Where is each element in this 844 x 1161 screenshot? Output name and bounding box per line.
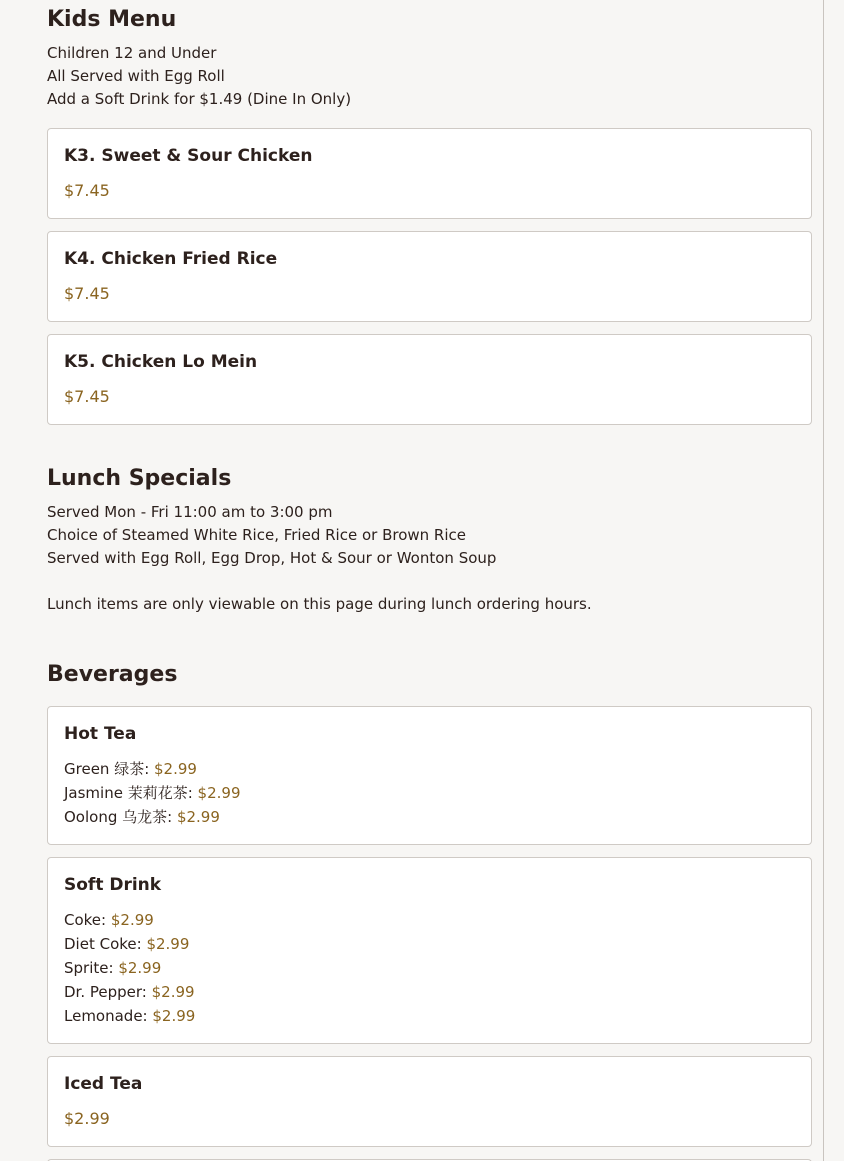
menu-item-card-soft-drink[interactable] <box>47 857 812 1044</box>
option-label: Coke: <box>64 911 111 929</box>
menu-item-name: Soft Drink <box>64 875 162 895</box>
menu-item-name: K3. Sweet & Sour Chicken <box>64 146 313 166</box>
option-price: $2.99 <box>151 983 195 1001</box>
option-label: Green 绿茶: <box>64 760 155 778</box>
kids-menu-line: Children 12 and Under <box>47 44 217 62</box>
option-label: Sprite: <box>64 959 119 977</box>
option-row[interactable] <box>64 805 795 829</box>
lunch-specials-line: Served with Egg Roll, Egg Drop, Hot & Sour or Wonton Soup <box>47 549 497 567</box>
lunch-specials-title: Lunch Specials <box>47 466 232 491</box>
option-row[interactable] <box>64 781 795 805</box>
menu-item-card-k5[interactable] <box>47 334 812 425</box>
menu-item-name: K4. Chicken Fried Rice <box>64 249 278 269</box>
option-list <box>64 908 795 1028</box>
option-price: $2.99 <box>146 935 190 953</box>
option-list <box>64 757 795 829</box>
option-label: Diet Coke: <box>64 935 147 953</box>
lunch-specials-line: Choice of Steamed White Rice, Fried Rice or Brown Rice <box>47 526 466 544</box>
menu-item-name: K5. Chicken Lo Mein <box>64 352 258 372</box>
option-price: $2.99 <box>154 760 197 778</box>
lunch-specials-line: Served Mon - Fri 11:00 am to 3:00 pm <box>47 503 333 521</box>
kids-menu-line: Add a Soft Drink for $1.49 (Dine In Only) <box>47 90 352 108</box>
option-label: Lemonade: <box>64 1007 153 1025</box>
menu-item-price: $7.45 <box>64 284 110 303</box>
menu-item-name: Iced Tea <box>64 1074 143 1094</box>
option-label: Oolong 乌龙茶: <box>64 808 177 826</box>
menu-item-card-k4[interactable] <box>47 231 812 322</box>
menu-item-price: $2.99 <box>64 1109 110 1128</box>
option-price: $2.99 <box>197 784 241 802</box>
beverages-title: Beverages <box>47 662 178 687</box>
option-price: $2.99 <box>176 808 220 826</box>
kids-menu-description <box>47 42 351 111</box>
option-label: Jasmine 茉莉花茶: <box>64 784 198 802</box>
option-price: $2.99 <box>110 911 154 929</box>
menu-item-name: Hot Tea <box>64 724 137 744</box>
menu-item-price: $7.45 <box>64 181 110 200</box>
kids-menu-title: Kids Menu <box>47 7 177 32</box>
menu-item-card-k3[interactable] <box>47 128 812 219</box>
option-row[interactable] <box>64 932 795 956</box>
option-row[interactable] <box>64 980 795 1004</box>
option-row[interactable] <box>64 1004 795 1028</box>
option-row[interactable] <box>64 956 795 980</box>
option-price: $2.99 <box>152 1007 196 1025</box>
menu-item-price: $7.45 <box>64 387 110 406</box>
menu-item-card-iced-tea[interactable] <box>47 1056 812 1147</box>
option-label: Dr. Pepper: <box>64 983 152 1001</box>
option-price: $2.99 <box>118 959 162 977</box>
lunch-availability-note: Lunch items are only viewable on this page during lunch ordering hours. <box>47 595 592 613</box>
menu-item-card-hot-tea[interactable] <box>47 706 812 845</box>
lunch-specials-description <box>47 501 496 570</box>
option-row[interactable] <box>64 908 795 932</box>
option-row[interactable] <box>64 757 795 781</box>
kids-menu-line: All Served with Egg Roll <box>47 67 225 85</box>
